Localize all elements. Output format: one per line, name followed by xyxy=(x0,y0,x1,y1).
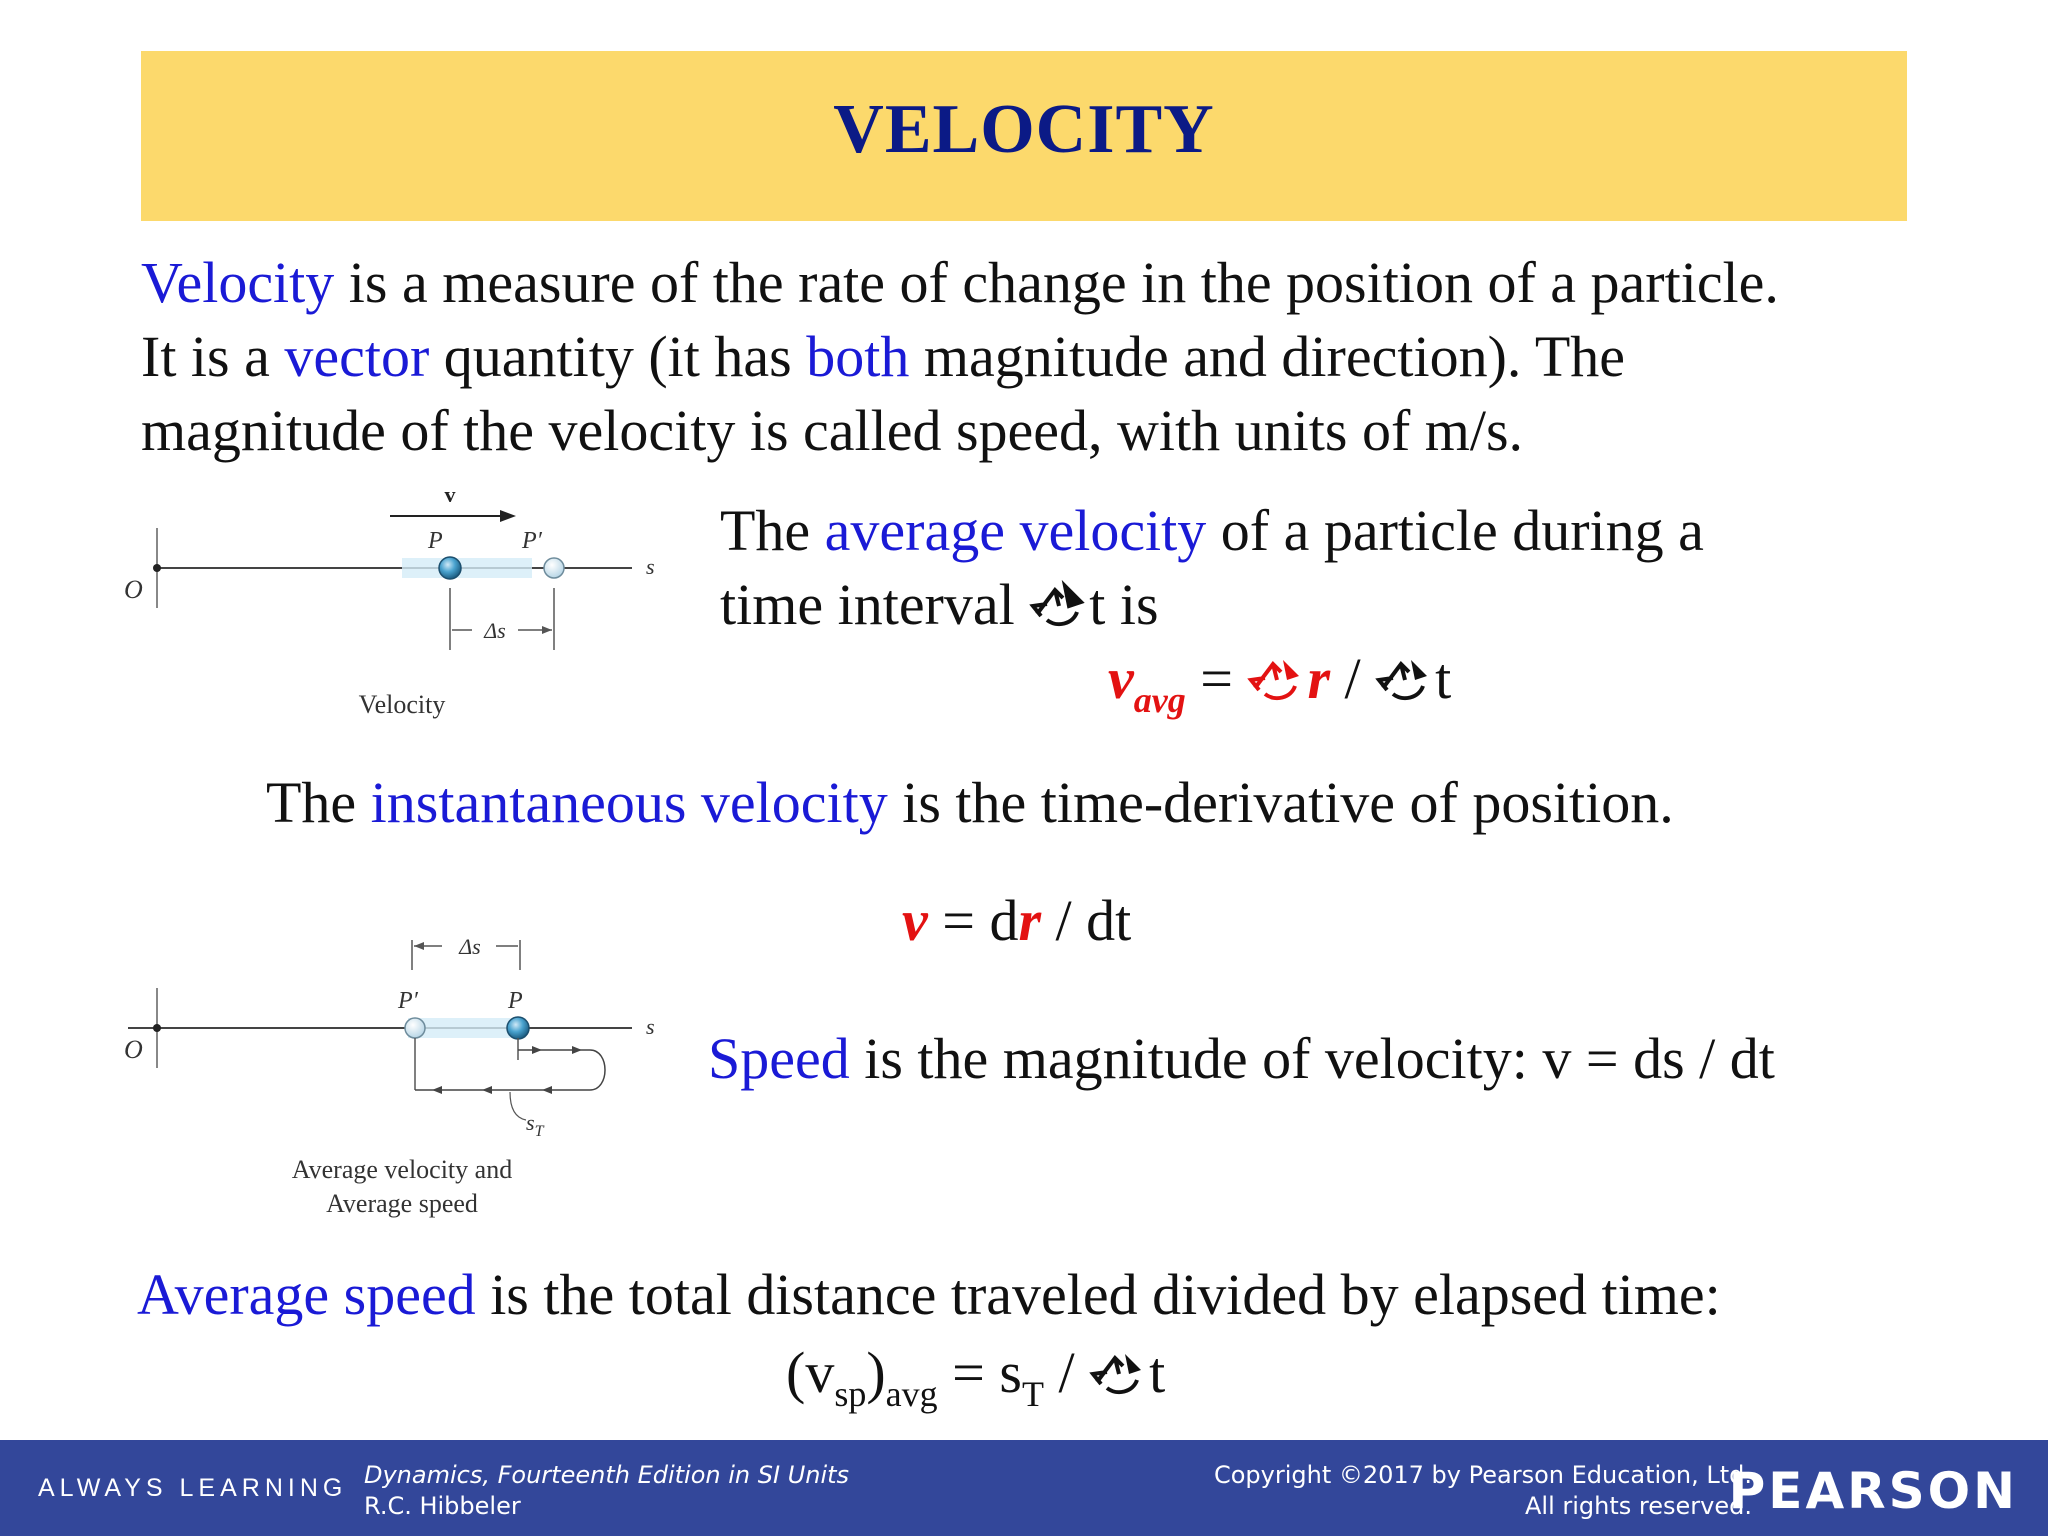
path-arrowhead-2 xyxy=(572,1046,582,1054)
instantaneous-rest: is the time-derivative of position. xyxy=(887,770,1674,835)
formula-v-sub: avg xyxy=(1133,680,1186,720)
intro-line-2 xyxy=(141,320,1625,394)
origin-point xyxy=(153,564,161,572)
path-arrowhead-3 xyxy=(542,1086,552,1094)
intro-line-1-text: is a measure of the rate of change in the position of a particle. xyxy=(334,250,1779,315)
label-delta-s: Δs xyxy=(484,618,506,643)
label-s-total: $s_T$ xyxy=(526,1110,544,1140)
pearson-logo: PEARSON xyxy=(1728,1462,2018,1520)
particle-p xyxy=(439,557,461,579)
figure1-caption: Velocity xyxy=(358,690,446,719)
particle-p-prime-2 xyxy=(405,1018,425,1038)
avgspeed-sub-t: T xyxy=(1021,1374,1044,1414)
label-s-axis-2: s xyxy=(646,1014,655,1039)
origin-point-2 xyxy=(153,1024,161,1032)
title-banner xyxy=(141,51,1907,221)
intro-line-2-mid: quantity (it has xyxy=(429,324,807,389)
intro-line-3: magnitude of the velocity is called speed, with units of m/s. xyxy=(141,398,1524,463)
avg-velocity-line2-post: t is xyxy=(1089,572,1159,637)
delta-glyph-icon xyxy=(1247,650,1307,706)
avg-velocity-formula xyxy=(1108,642,1451,723)
delta-glyph-icon xyxy=(1089,1344,1149,1400)
path-arrowhead-1 xyxy=(532,1046,542,1054)
term-velocity: Velocity xyxy=(141,250,335,315)
footer-tagline: ALWAYS LEARNING xyxy=(38,1474,348,1502)
velocity-figure xyxy=(112,478,672,728)
particle-p-2 xyxy=(507,1017,529,1039)
delta-glyph-icon xyxy=(1029,576,1089,632)
avg-velocity-line2-pre: time interval xyxy=(720,572,1030,637)
label-p-2: P xyxy=(508,988,523,1014)
avgspeed-slash: / xyxy=(1043,1340,1090,1405)
delta-s-arrowhead-2 xyxy=(414,942,424,950)
avgspeed-sub-avg: avg xyxy=(885,1374,938,1414)
term-average-speed: Average speed xyxy=(137,1262,476,1327)
instantaneous-pre: The xyxy=(266,770,371,835)
formula-v: v xyxy=(1108,646,1134,711)
label-p-prime-2: P′ xyxy=(398,988,418,1014)
figure2-caption-line-1: Average velocity and xyxy=(291,1155,513,1184)
slide-title: VELOCITY xyxy=(833,91,1215,168)
average-speed-formula xyxy=(786,1336,1165,1417)
term-speed: Speed xyxy=(708,1026,850,1091)
delta-glyph-icon xyxy=(1375,650,1435,706)
formula-r: r xyxy=(1307,646,1331,711)
label-origin-2: O xyxy=(124,1035,143,1064)
footer-copyright xyxy=(1214,1460,1752,1522)
term-instantaneous-velocity: instantaneous velocity xyxy=(370,770,888,835)
footer-copyright-line-2: All rights reserved. xyxy=(1525,1492,1752,1520)
intro-line-1 xyxy=(141,246,1779,320)
footer-copyright-line-1: Copyright ©2017 by Pearson Education, Ltd. xyxy=(1213,1461,1752,1489)
label-p: P xyxy=(428,528,443,554)
average-speed-line xyxy=(137,1258,1721,1332)
formula-slash: / xyxy=(1330,646,1376,711)
term-both: both xyxy=(806,324,910,389)
path-arrowhead-5 xyxy=(432,1086,442,1094)
total-path xyxy=(415,1050,605,1090)
footer-bar xyxy=(0,1440,2048,1536)
label-origin: O xyxy=(124,575,143,604)
deriv-eq: = d xyxy=(927,888,1019,953)
avg-velocity-line-2 xyxy=(720,568,1159,642)
speed-rest: is the magnitude of velocity: v = ds / dt xyxy=(849,1026,1775,1091)
avgspeed-eq: = s xyxy=(937,1340,1022,1405)
label-p-prime: P′ xyxy=(522,528,542,554)
formula-t: t xyxy=(1435,646,1452,711)
average-speed-figure xyxy=(112,920,672,1230)
avgspeed-close: ) xyxy=(866,1340,886,1405)
delta-s-arrowhead xyxy=(542,626,552,634)
figure2-caption-line-2: Average speed xyxy=(326,1189,478,1218)
footer-author: R.C. Hibbeler xyxy=(364,1492,521,1520)
motion-highlight xyxy=(402,558,532,578)
s-t-leader xyxy=(510,1092,526,1120)
avg-velocity-line-1 xyxy=(720,494,1704,568)
label-delta-s-2: Δs xyxy=(459,934,481,959)
avgspeed-open: (v xyxy=(786,1340,835,1405)
deriv-v: v xyxy=(902,888,928,953)
deriv-rest: / dt xyxy=(1041,888,1132,953)
label-v: v xyxy=(444,482,456,507)
avg-velocity-rest: of a particle during a xyxy=(1206,498,1704,563)
speed-line xyxy=(708,1022,1775,1096)
footer-book-title: Dynamics, Fourteenth Edition in SI Units xyxy=(364,1461,850,1489)
term-average-velocity: average velocity xyxy=(824,498,1207,563)
term-vector: vector xyxy=(284,324,430,389)
label-s-axis: s xyxy=(646,554,655,579)
avgspeed-sub-sp: sp xyxy=(834,1374,867,1414)
path-arrowhead-4 xyxy=(482,1086,492,1094)
particle-p-prime xyxy=(544,558,564,578)
intro-line-2-pre: It is a xyxy=(141,324,285,389)
avgspeed-t: t xyxy=(1149,1340,1166,1405)
deriv-r: r xyxy=(1018,888,1042,953)
derivative-formula xyxy=(902,884,1131,958)
intro-line-2-rest: magnitude and direction). The xyxy=(909,324,1626,389)
instantaneous-line xyxy=(266,766,1674,840)
velocity-arrowhead xyxy=(500,510,516,522)
formula-eq: = xyxy=(1185,646,1248,711)
average-speed-rest: is the total distance traveled divided by elapsed time: xyxy=(475,1262,1721,1327)
avg-velocity-pre: The xyxy=(720,498,825,563)
